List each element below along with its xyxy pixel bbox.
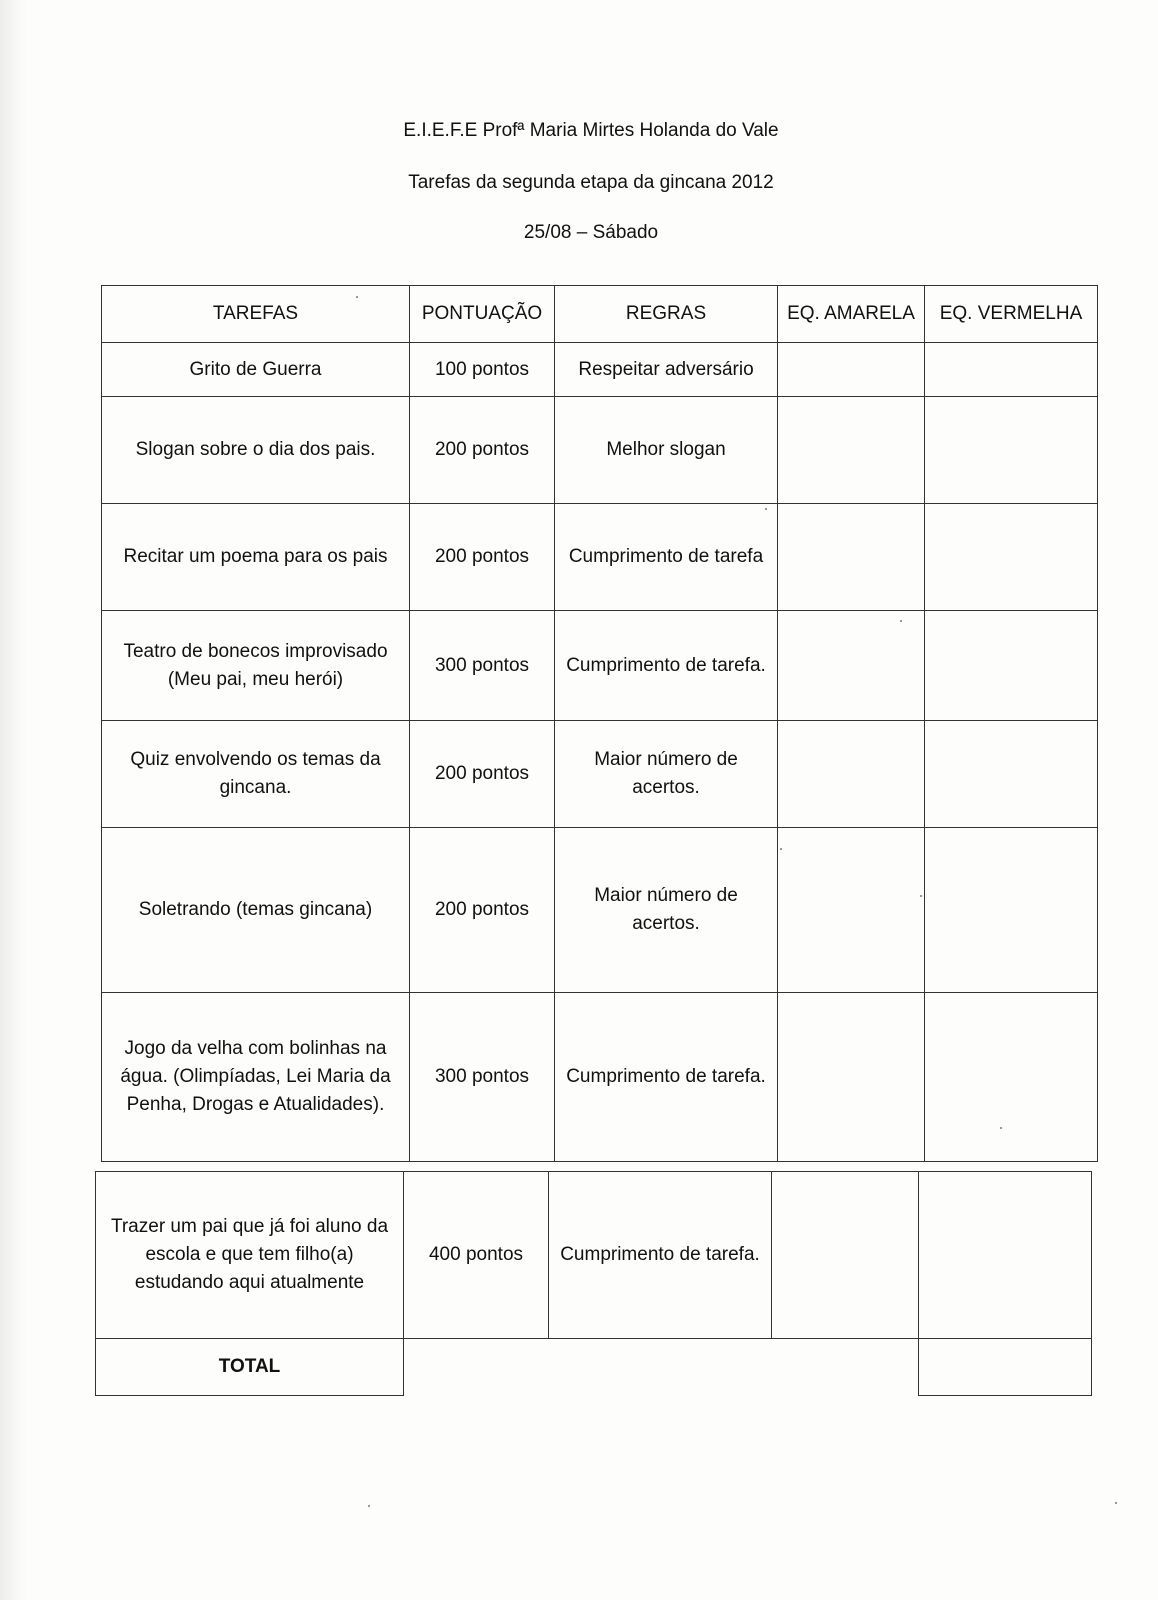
speck: [368, 1505, 370, 1507]
points-cell: 300 pontos: [410, 611, 555, 721]
total-gap: [404, 1339, 919, 1396]
document-date: 25/08 – Sábado: [523, 222, 659, 243]
task-cell: Soletrando (temas gincana): [102, 828, 410, 993]
red-score-cell: [925, 993, 1098, 1162]
table-row: [102, 343, 1098, 397]
school-name: E.I.E.F.E Profª Maria Mirtes Holanda do Vale: [403, 120, 779, 141]
table-row: [102, 721, 1098, 828]
column-header-points: PONTUAÇÃO: [410, 286, 555, 343]
rule-cell: Maior número de acertos.: [555, 828, 778, 993]
red-score-cell: [925, 504, 1098, 611]
points-cell: 400 pontos: [404, 1172, 549, 1339]
column-header-red-team: EQ. VERMELHA: [925, 286, 1098, 343]
table-row: [102, 611, 1098, 721]
task-cell: Recitar um poema para os pais: [102, 504, 410, 611]
red-score-cell: [925, 343, 1098, 397]
yellow-score-cell: [778, 343, 925, 397]
points-cell: 200 pontos: [410, 504, 555, 611]
task-cell: Jogo da velha com bolinhas na água. (Olimpíadas, Lei Maria da Penha, Drogas e Atualidades).: [102, 993, 410, 1162]
task-cell: Trazer um pai que já foi aluno da escola e que tem filho(a) estudando aqui atualmente: [96, 1172, 404, 1339]
rule-cell: Maior número de acertos.: [555, 721, 778, 828]
column-header-rules: REGRAS: [555, 286, 778, 343]
speck: [1115, 1502, 1117, 1504]
speck: [765, 508, 767, 510]
rule-cell: Respeitar adversário: [555, 343, 778, 397]
task-cell: Slogan sobre o dia dos pais.: [102, 397, 410, 504]
speck: [1000, 1127, 1002, 1129]
red-score-cell: [925, 721, 1098, 828]
rule-cell: Cumprimento de tarefa: [555, 504, 778, 611]
speck: [920, 895, 922, 897]
speck: [780, 848, 782, 850]
red-score-cell: [919, 1172, 1092, 1339]
yellow-score-cell: [778, 397, 925, 504]
task-cell: Quiz envolvendo os temas da gincana.: [102, 721, 410, 828]
total-label: TOTAL: [96, 1339, 404, 1396]
yellow-score-cell: [778, 993, 925, 1162]
total-row: [96, 1339, 1092, 1396]
yellow-score-cell: [778, 828, 925, 993]
red-score-cell: [925, 828, 1098, 993]
column-header-tasks: TAREFAS: [102, 286, 410, 343]
tasks-table: [101, 285, 1098, 1162]
points-cell: 200 pontos: [410, 721, 555, 828]
table-row: [102, 397, 1098, 504]
rule-cell: Melhor slogan: [555, 397, 778, 504]
table-row: [102, 993, 1098, 1162]
task-cell: Teatro de bonecos improvisado (Meu pai, meu herói): [102, 611, 410, 721]
total-value-cell: [919, 1339, 1092, 1396]
table-row: [102, 504, 1098, 611]
red-score-cell: [925, 611, 1098, 721]
yellow-score-cell: [778, 611, 925, 721]
points-cell: 200 pontos: [410, 828, 555, 993]
points-cell: 300 pontos: [410, 993, 555, 1162]
column-header-yellow-team: EQ. AMARELA: [778, 286, 925, 343]
yellow-score-cell: [772, 1172, 919, 1339]
rule-cell: Cumprimento de tarefa.: [555, 993, 778, 1162]
document-subtitle: Tarefas da segunda etapa da gincana 2012: [408, 172, 774, 193]
table-header-row: [102, 286, 1098, 343]
points-cell: 200 pontos: [410, 397, 555, 504]
speck: [356, 296, 358, 298]
red-score-cell: [925, 397, 1098, 504]
points-cell: 100 pontos: [410, 343, 555, 397]
rule-cell: Cumprimento de tarefa.: [549, 1172, 772, 1339]
table-row: [96, 1172, 1092, 1339]
rule-cell: Cumprimento de tarefa.: [555, 611, 778, 721]
task-cell: Grito de Guerra: [102, 343, 410, 397]
speck: [900, 620, 902, 622]
table-row: [102, 828, 1098, 993]
tasks-table-continuation: [95, 1171, 1092, 1396]
yellow-score-cell: [778, 721, 925, 828]
yellow-score-cell: [778, 504, 925, 611]
